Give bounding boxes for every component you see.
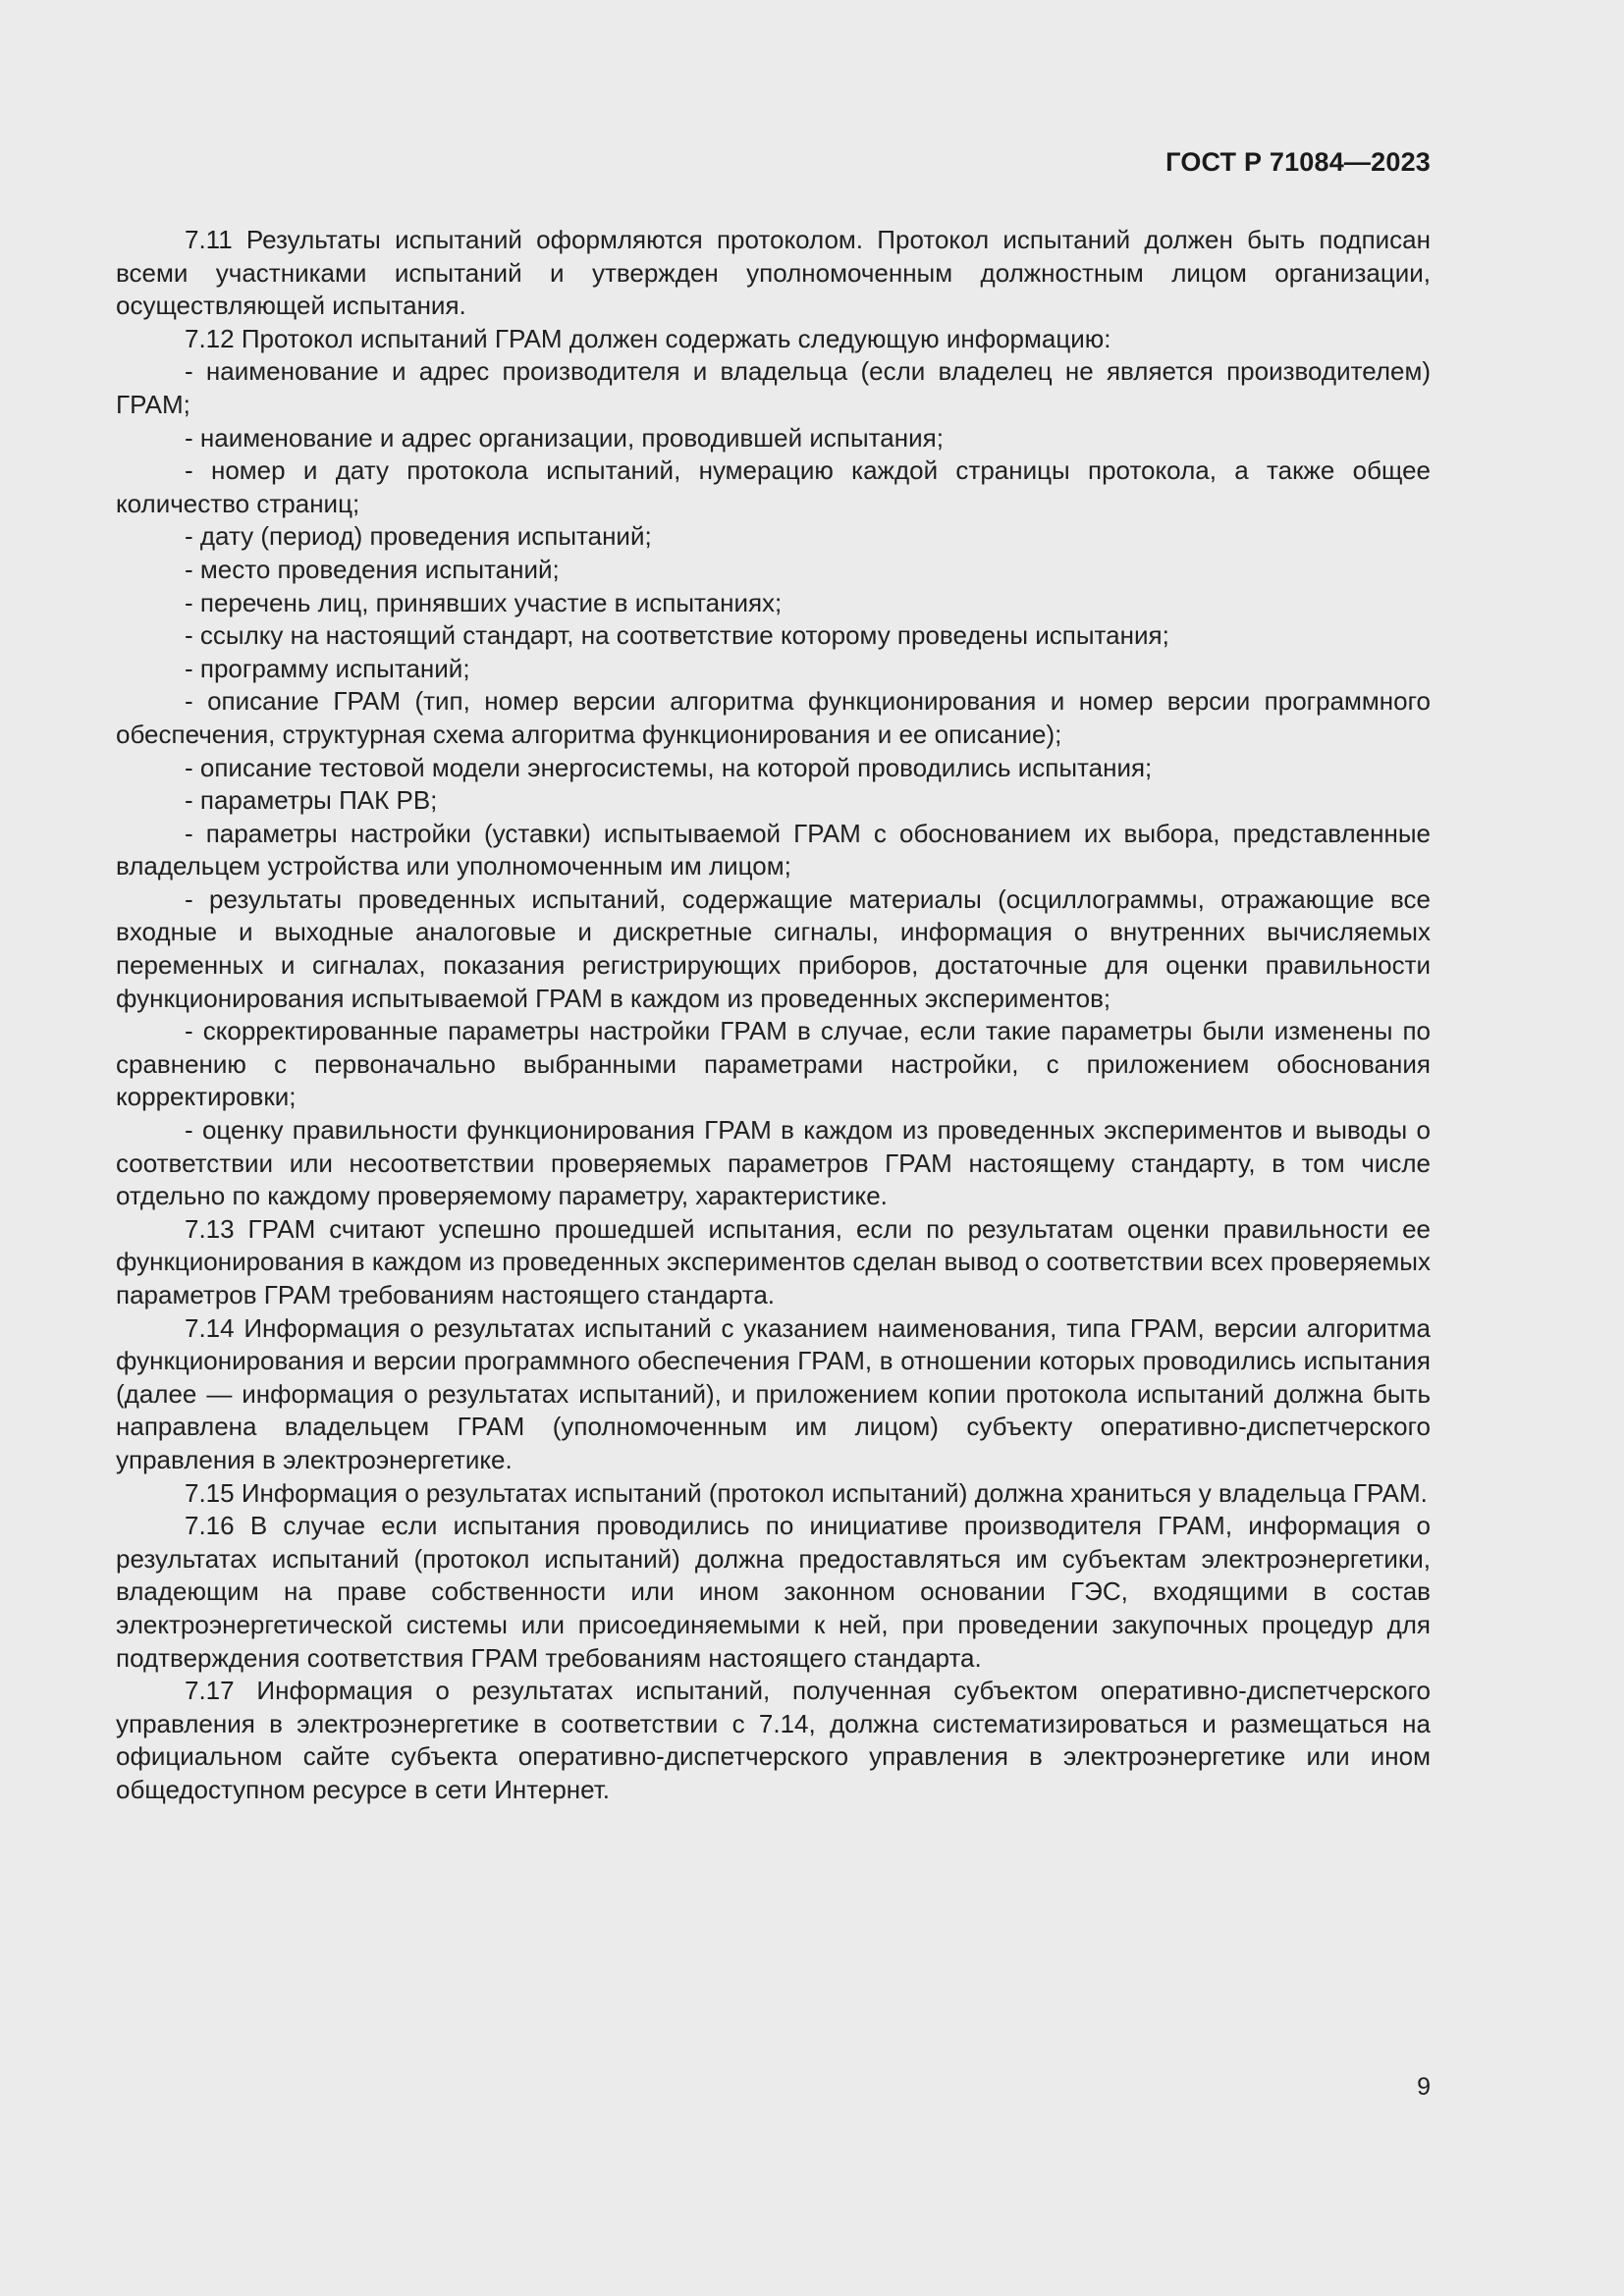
list-item: - описание тестовой модели энергосистемы, на которой проводились испытания; — [185, 752, 1153, 782]
paragraph-7-11: 7.11 Результаты испытаний оформляются протоколом. Протокол испытаний должен быть подписан всеми участниками испытаний и утвержден уполномоченным должностным лицом организации, осуществляющей испытания. — [116, 225, 1431, 321]
list-item: - перечень лиц, принявших участие в испытаниях; — [185, 587, 783, 617]
document-body — [116, 224, 1431, 1807]
list-item: - номер и дату протокола испытаний, нумерацию каждой страницы протокола, а также общее количество страниц; — [116, 455, 1431, 518]
list-item: - наименование и адрес организации, проводившей испытания; — [185, 422, 944, 453]
paragraph-7-16: 7.16 В случае если испытания проводились по инициативе производителя ГРАМ, информация о результатах испытаний (протокол испытаний) должна предоставляться им субъектам электроэнергетики, владеющим на праве собственности или ином законном основании ГЭС, входящими в состав электроэнергетической системы или присоединяемыми к ней, при проведении закупочных процедур для подтверждения соответствия ГРАМ требованиям настоящего стандарта. — [116, 1511, 1431, 1673]
paragraph-7-12: 7.12 Протокол испытаний ГРАМ должен содержать следующую информацию: — [185, 323, 1111, 353]
list-item: - параметры настройки (уставки) испытываемой ГРАМ с обоснованием их выбора, представленные владельцем устройства или уполномоченным им лицом; — [116, 818, 1431, 881]
list-item: - место проведения испытаний; — [185, 554, 560, 584]
page-number: 9 — [1417, 2073, 1431, 2101]
list-item: - ссылку на настоящий стандарт, на соответствие которому проведены испытания; — [185, 620, 1169, 651]
list-item: - результаты проведенных испытаний, содержащие материалы (осциллограммы, отражающие все входные и выходные аналоговые и дискретные сигналы, информация о внутренних вычисляемых переменных и сигналах, показания регистрирующих приборов, достаточные для оценки правильности функционирования испытываемой ГРАМ в каждом из проведенных экспериментов; — [116, 883, 1431, 1013]
list-item: - дату (период) проведения испытаний; — [185, 521, 652, 552]
paragraph-7-17: 7.17 Информация о результатах испытаний, полученная субъектом оперативно-диспетчерского управления в электроэнергетике в соответствии с 7.14, должна систематизироваться и размещаться на официальном сайте субъекта оперативно-диспетчерского управления в электроэнергетике или ином общедоступном ресурсе в сети Интернет. — [116, 1676, 1431, 1804]
list-item: - оценку правильности функционирования ГРАМ в каждом из проведенных экспериментов и выводы о соответствии или несоответствии проверяемых параметров ГРАМ настоящему стандарту, в том числе отдельно по каждому проверяемому параметру, характеристике. — [116, 1115, 1431, 1211]
list-item: - параметры ПАК РВ; — [185, 785, 438, 816]
list-item: - программу испытаний; — [185, 653, 470, 683]
list-item: - скорректированные параметры настройки ГРАМ в случае, если такие параметры были изменены по сравнению с первоначально выбранными параметрами настройки, с приложением обоснования корректировки; — [116, 1016, 1431, 1112]
paragraph-7-15: 7.15 Информация о результатах испытаний (протокол испытаний) должна храниться у владельца ГРАМ. — [185, 1477, 1428, 1508]
paragraph-7-14: 7.14 Информация о результатах испытаний с указанием наименования, типа ГРАМ, версии алгоритма функционирования и версии программного обеспечения ГРАМ, в отношении которых проводились испытания (далее — информация о результатах испытаний), и приложением копии протокола испытаний должна быть направлена владельцем ГРАМ (уполномоченным им лицом) субъекту оперативно-диспетчерского управления в электроэнергетике. — [116, 1312, 1431, 1474]
list-item: - описание ГРАМ (тип, номер версии алгоритма функционирования и номер версии программного обеспечения, структурная схема алгоритма функционирования и ее описание); — [116, 686, 1431, 749]
paragraph-7-13: 7.13 ГРАМ считают успешно прошедшей испытания, если по результатам оценки правильности ее функционирования в каждом из проведенных экспериментов сделан вывод о соответствии всех проверяемых параметров ГРАМ требованиям настоящего стандарта. — [116, 1213, 1431, 1309]
document-header: ГОСТ Р 71084—2023 — [1165, 147, 1431, 177]
list-item: - наименование и адрес производителя и владельца (если владелец не является производителем) ГРАМ; — [116, 356, 1431, 419]
